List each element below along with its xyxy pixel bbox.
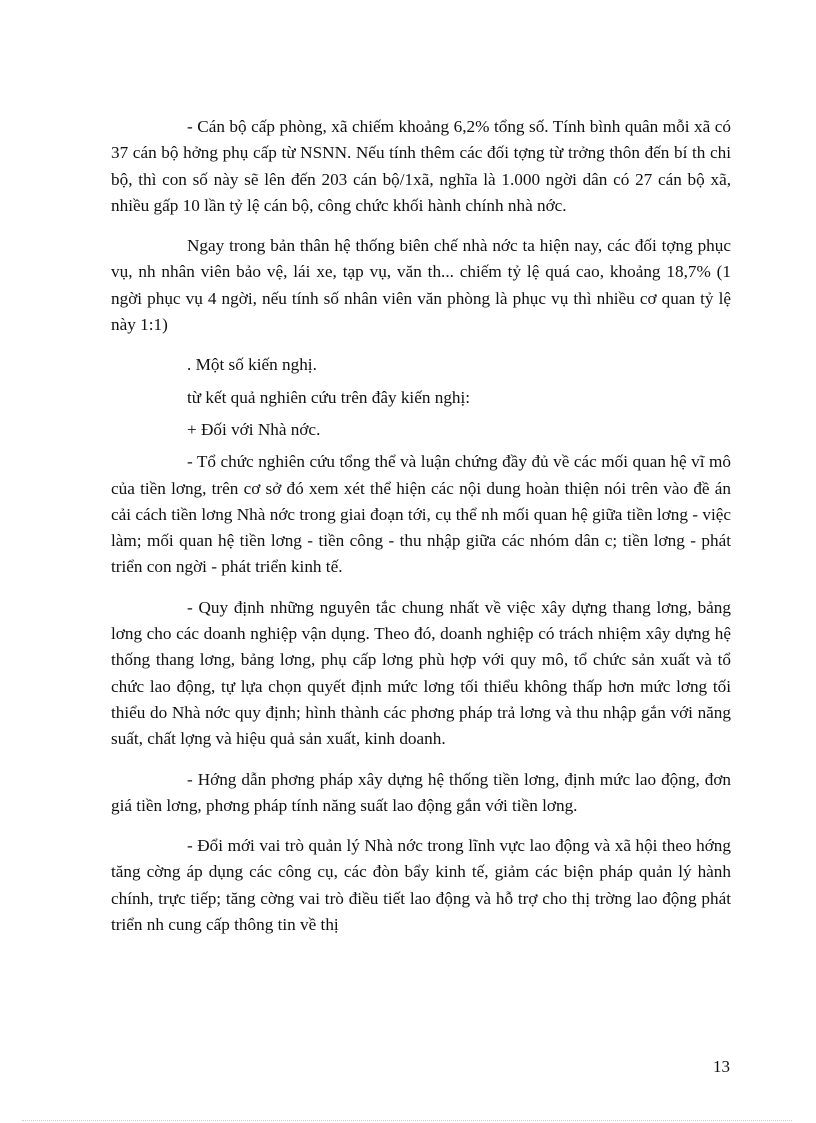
subheading-for-state: + Đối với Nhà nớc. [187, 419, 321, 439]
page-bottom-divider [22, 1120, 792, 1121]
section-heading-recommendations: . Một số kiến nghị. [187, 355, 317, 375]
paragraph-staffing-ratio: Ngay trong bản thân hệ thống biên chế nhà nớc ta hiện nay, các đối tợng phục vụ, nh nhân viên bảo vệ, lái xe, tạp vụ, văn th... chiếm tỷ lệ quá cao, khoảng 18,7% (1 ngời phục vụ 4 ngời, nếu tính số nhân viên văn phòng là phục vụ thì nhiều cơ quan tỷ lệ này 1:1) [111, 236, 731, 335]
paragraph-macro-relations: - Tổ chức nghiên cứu tổng thể và luận chứng đầy đủ về các mối quan hệ vĩ mô của tiền lơng, trên cơ sở đó xem xét thể hiện các nội dung hoàn thiện nói trên vào đề án cải cách tiền lơng Nhà nớc trong giai đoạn tới, cụ thể nh mối quan hệ giữa tiền lơng - việc làm; mối quan hệ tiền lơng - tiền công - thu nhập giữa các nhóm dân c; tiền lơng - phát triển con ngời - phát triển kinh tế. [111, 452, 731, 577]
paragraph-wage-scale-rules: - Quy định những nguyên tắc chung nhất về việc xây dựng thang lơng, bảng lơng cho các doanh nghiệp vận dụng. Theo đó, doanh nghiệp có trách nhiệm xây dựng hệ thống thang lơng, bảng lơng, phụ cấp lơng phù hợp với quy mô, tổ chức sản xuất và tổ chức lao động, tự lựa chọn quyết định mức lơng tối thiểu không thấp hơn mức lơng tối thiểu do Nhà nớc quy định; hình thành các phơng pháp trả lơng và thu nhập gắn với năng suất, chất lợng và hiệu quả sản xuất, kinh doanh. [111, 597, 731, 749]
document-body [111, 114, 731, 944]
paragraph-guidance-methods: - Hớng dẫn phơng pháp xây dựng hệ thống tiền lơng, định mức lao động, đơn giá tiền lơng, phơng pháp tính năng suất lao động gắn với tiền lơng. [111, 769, 731, 815]
page-number: 13 [713, 1057, 730, 1076]
paragraph-recommendation-intro: từ kết quả nghiên cứu trên đây kiến nghị: [187, 387, 471, 407]
paragraph-commune-officials: - Cán bộ cấp phòng, xã chiếm khoảng 6,2% tổng số. Tính bình quân mỗi xã có 37 cán bộ hởng phụ cấp từ NSNN. Nếu tính thêm các đối tợng từ trởng thôn đến bí th chi bộ, thì con số này sẽ lên đến 203 cán bộ/1xã, nghĩa là 1.000 ngời dân có 27 cán bộ xã, nhiều gấp 10 lần tỷ lệ cán bộ, công chức khối hành chính nhà nớc. [111, 117, 731, 215]
paragraph-state-management-reform: - Đổi mới vai trò quản lý Nhà nớc trong lĩnh vực lao động và xã hội theo hớng tăng cờng áp dụng các công cụ, các đòn bẩy kinh tế, giảm các biện pháp quản lý hành chính, trực tiếp; tăng cờng vai trò điều tiết lao động và hỗ trợ cho thị trờng lao động phát triển nh cung cấp thông tin về thị [111, 836, 731, 935]
